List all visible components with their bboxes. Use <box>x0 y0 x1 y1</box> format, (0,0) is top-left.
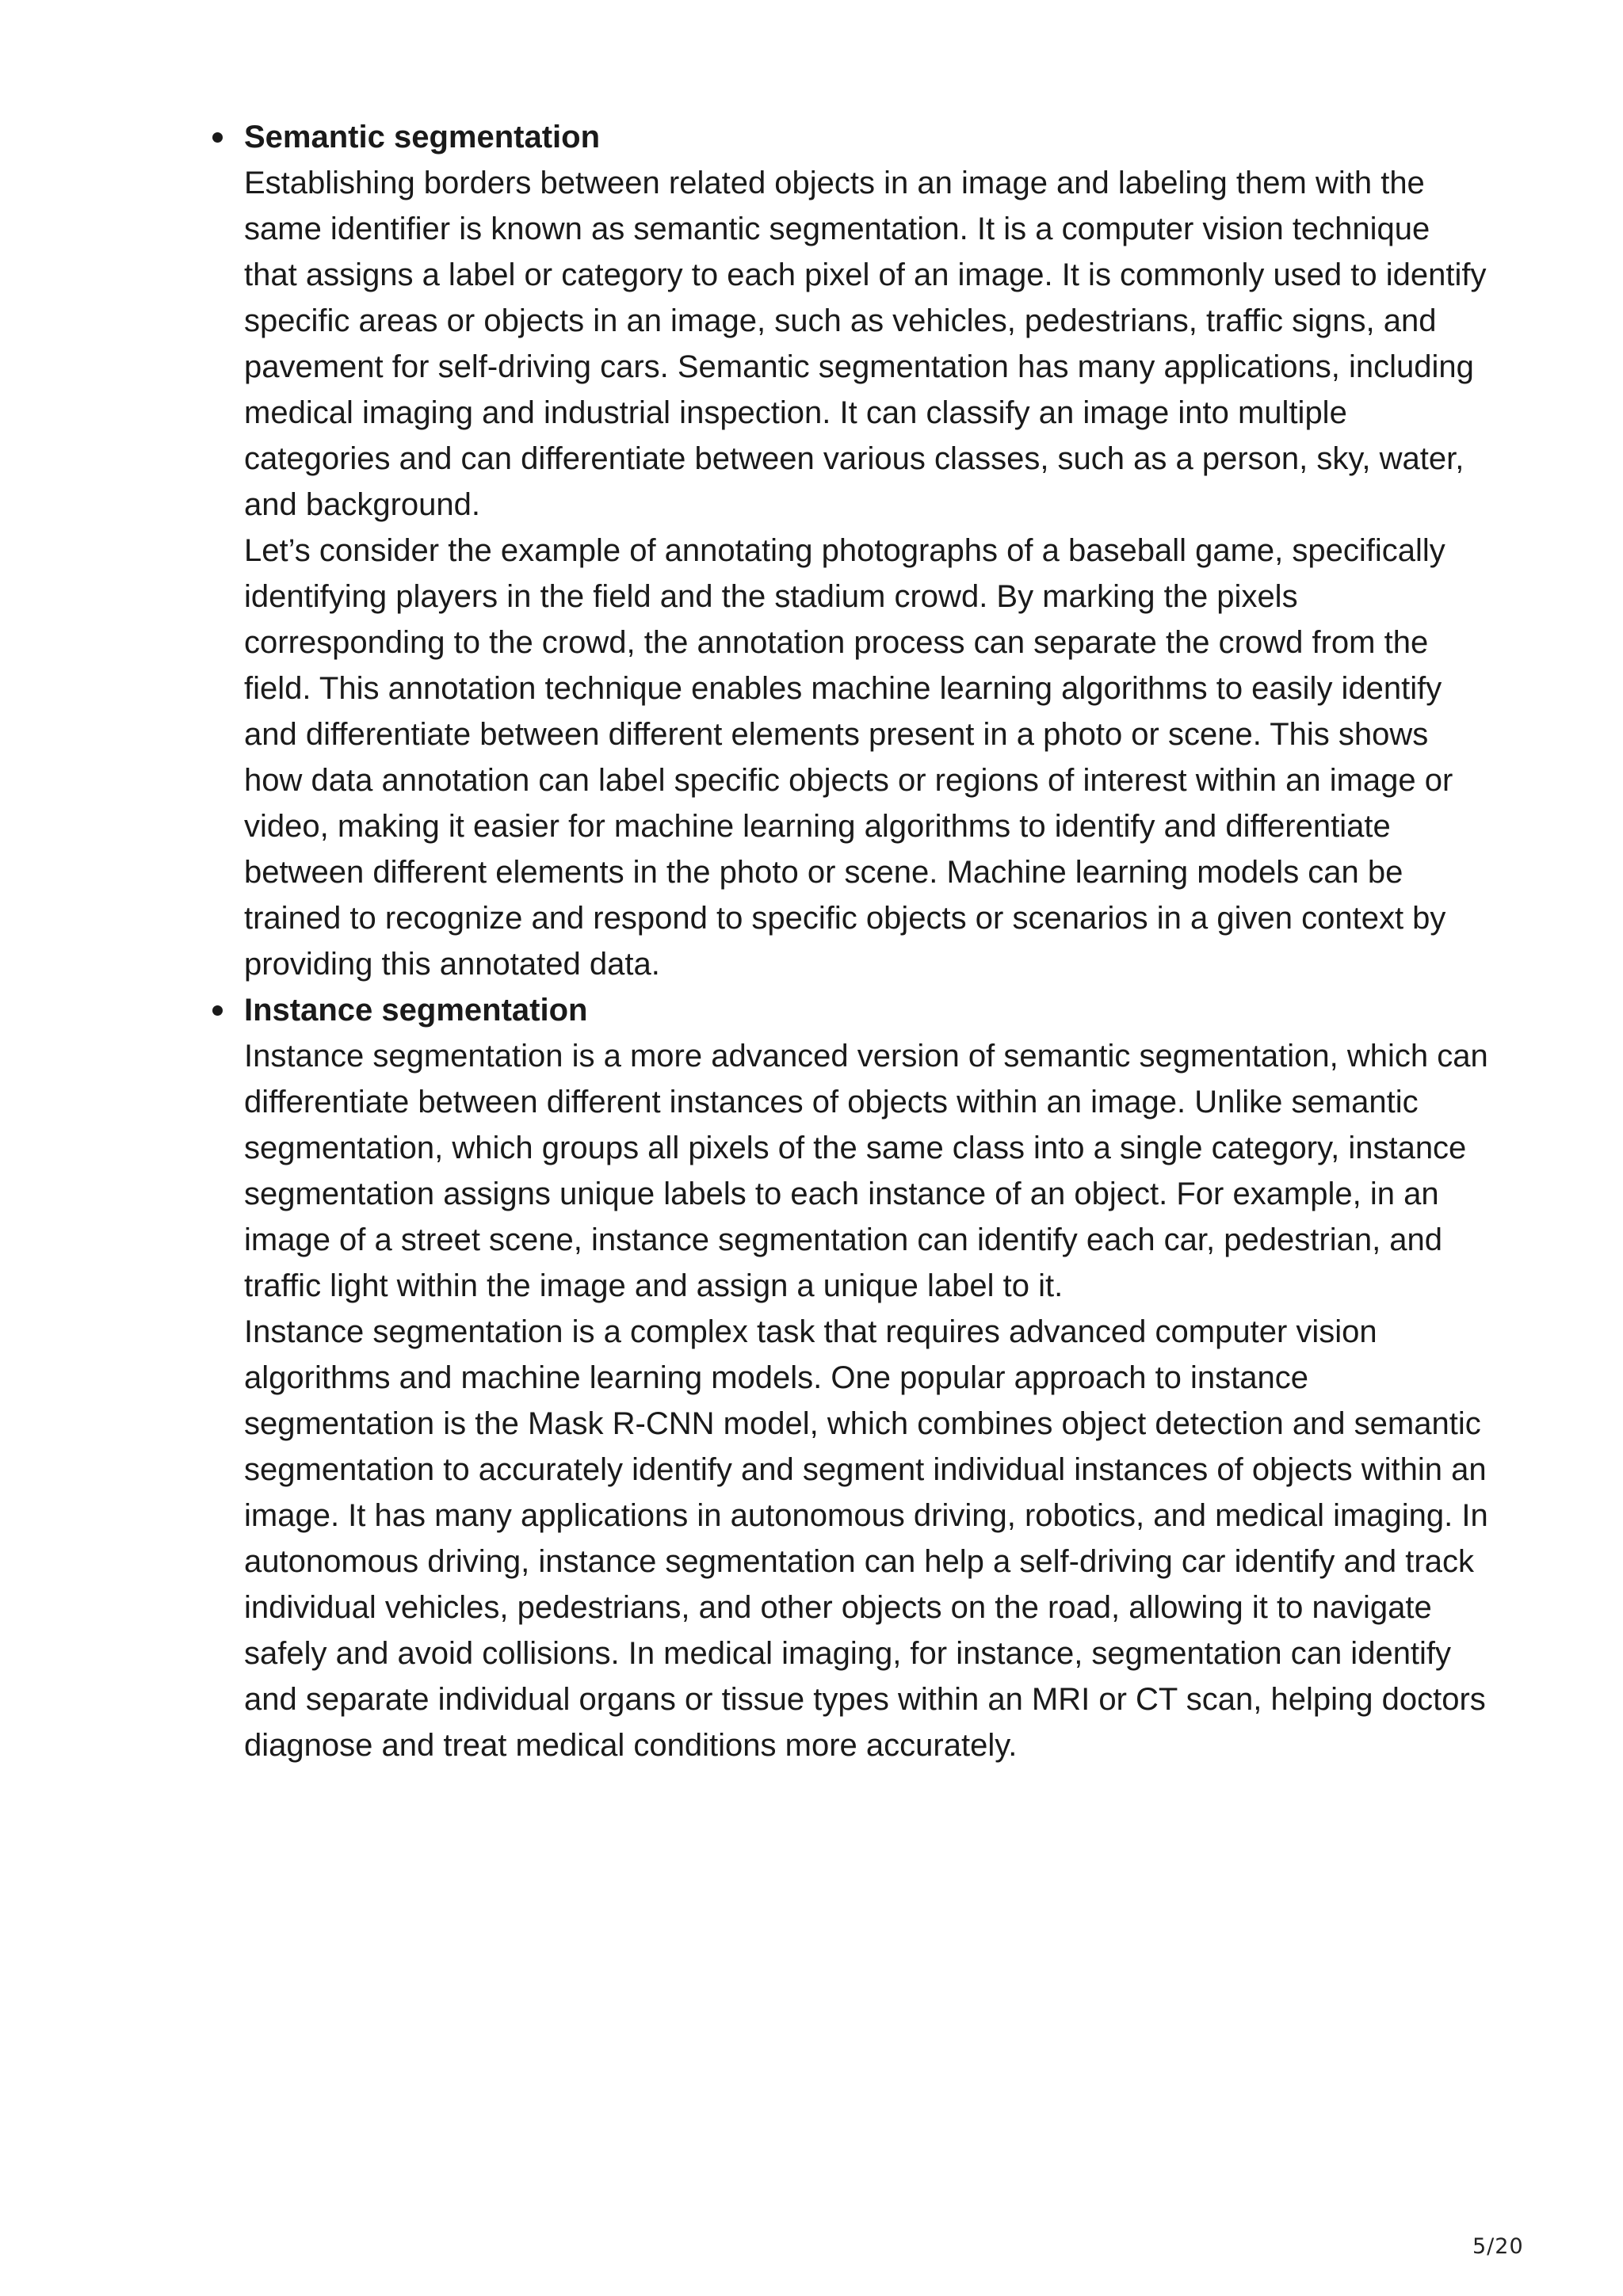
body-paragraph: Instance segmentation is a complex task that requires advanced computer vision algorithms and machine learning models. One popular approach to instance segmentation is the Mask R-CNN model, which combines object detection and semantic segmentation to accurately identify and segment individual instances of objects within an image. It has many applications in autonomous driving, robotics, and medical imaging. In autonomous driving, instance segmentation can help a self-driving car identify and track individual vehicles, pedestrians, and other objects on the road, allowing it to navigate safely and avoid collisions. In medical imaging, for instance, segmentation can identify and separate individual organs or tissue types within an MRI or CT scan, helping doctors diagnose and treat medical conditions more accurately. <box>244 1314 1488 1763</box>
bullet-dot-icon <box>212 132 223 143</box>
page-number: 5/20 <box>1472 2234 1524 2259</box>
body-paragraph: Establishing borders between related objects in an image and labeling them with the same identifier is known as semantic segmentation. It is a computer vision technique that assigns a label or category to each pixel of an image. It is commonly used to identify specific areas or objects in an image, such as vehicles, pedestrians, traffic signs, and pavement for self-driving cars. Semantic segmentation has many applications, including medical imaging and industrial inspection. It can classify an image into multiple categories and can differentiate between various classes, such as a person, sky, water, and background. <box>244 166 1487 522</box>
list-item-semantic-segmentation <box>244 114 1488 987</box>
list-item-instance-segmentation <box>244 987 1488 1768</box>
body-paragraph: Let’s consider the example of annotating photographs of a baseball game, specifically identifying players in the field and the stadium crowd. By marking the pixels corresponding to the crowd, the annotation process can separate the crowd from the field. This annotation technique enables machine learning algorithms to easily identify and differentiate between different elements present in a photo or scene. This shows how data annotation can label specific objects or regions of interest within an image or video, making it easier for machine learning algorithms to identify and differentiate between different elements in the photo or scene. Machine learning models can be trained to recognize and respond to specific objects or scenarios in a given context by providing this annotated data. <box>244 533 1453 982</box>
bullet-list <box>244 114 1488 1768</box>
body-paragraph: Instance segmentation is a more advanced version of semantic segmentation, which can differentiate between different instances of objects within an image. Unlike semantic segmentation, which groups all pixels of the same class into a single category, instance segmentation assigns unique labels to each instance of an object. For example, in an image of a street scene, instance segmentation can identify each car, pedestrian, and traffic light within the image and assign a unique label to it. <box>244 1039 1488 1303</box>
bullet-dot-icon <box>212 1005 223 1016</box>
section-title: Semantic segmentation <box>244 120 601 154</box>
section-title: Instance segmentation <box>244 993 588 1028</box>
